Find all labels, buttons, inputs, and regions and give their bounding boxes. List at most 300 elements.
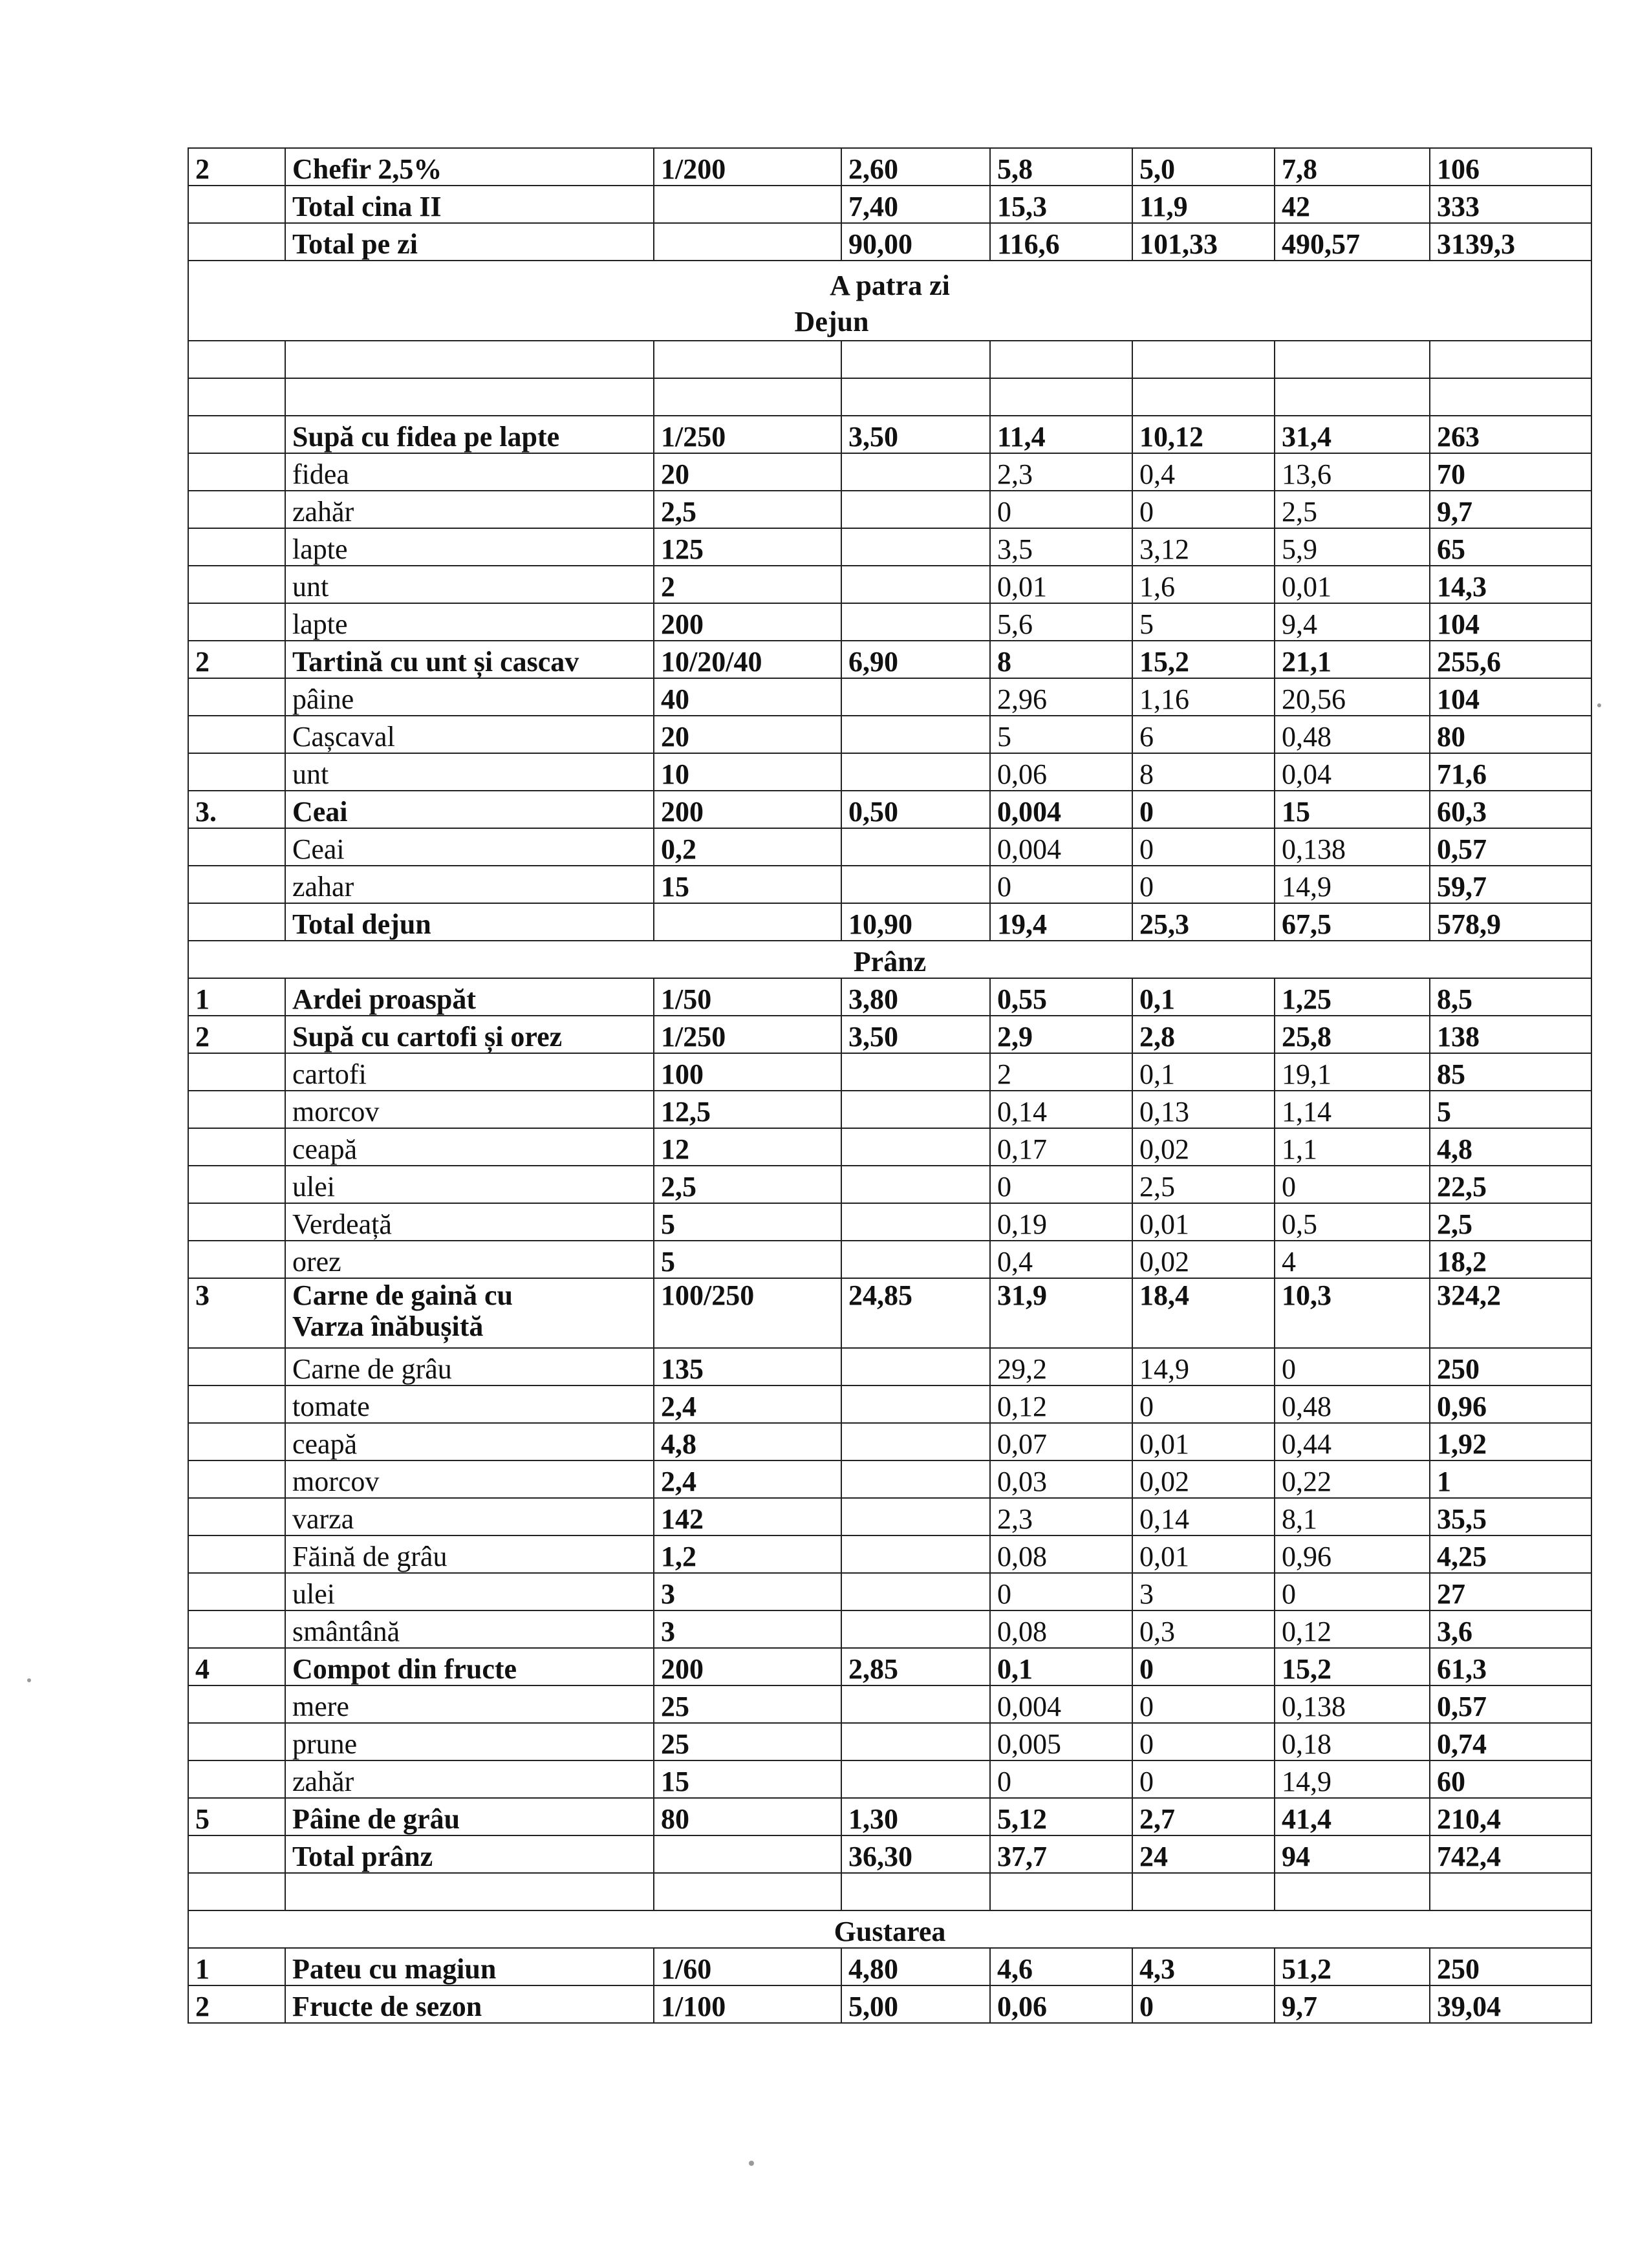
carbs-cell: 19,1 [1275, 1053, 1430, 1091]
dish-row [188, 1016, 1591, 1053]
dish-row [188, 641, 1591, 678]
row-number-cell: 2 [188, 1016, 285, 1053]
kcal-cell: 104 [1430, 603, 1591, 641]
row-number-cell [188, 1498, 285, 1535]
ingredient-row [188, 1723, 1591, 1760]
fat-cell: 0 [1132, 1685, 1275, 1723]
carbs-cell: 7,8 [1275, 148, 1430, 186]
total-row [188, 186, 1591, 223]
quantity-cell: 3 [654, 1573, 841, 1610]
carbs-cell: 0,18 [1275, 1723, 1430, 1760]
fat-cell: 0,1 [1132, 1053, 1275, 1091]
protein-cell: 5,6 [990, 603, 1132, 641]
quantity-cell [654, 903, 841, 941]
fat-cell: 0 [1132, 866, 1275, 903]
quantity-cell [654, 223, 841, 261]
carbs-cell: 94 [1275, 1835, 1430, 1873]
carbs-cell: 14,9 [1275, 1760, 1430, 1798]
meal-title: Gustarea [188, 1910, 1591, 1948]
protein-cell: 5 [990, 716, 1132, 753]
quantity-cell: 2,5 [654, 491, 841, 528]
kcal-cell: 14,3 [1430, 566, 1591, 603]
protein-cell: 2,9 [990, 1016, 1132, 1053]
carbs-cell: 0 [1275, 1348, 1430, 1385]
ingredient-row [188, 1241, 1591, 1278]
carbs-cell: 21,1 [1275, 641, 1430, 678]
carbs-cell: 0 [1275, 1166, 1430, 1203]
row-number-cell [188, 753, 285, 791]
price-cell [841, 1053, 990, 1091]
ingredient-row [188, 828, 1591, 866]
price-cell [841, 1760, 990, 1798]
fat-cell: 5,0 [1132, 148, 1275, 186]
quantity-cell: 1/60 [654, 1948, 841, 1985]
protein-cell: 11,4 [990, 416, 1132, 453]
protein-cell: 0,06 [990, 753, 1132, 791]
fat-cell: 14,9 [1132, 1348, 1275, 1385]
price-cell: 24,85 [841, 1278, 990, 1348]
ingredient-row [188, 1423, 1591, 1460]
fat-cell: 15,2 [1132, 641, 1275, 678]
carbs-cell: 0 [1275, 1573, 1430, 1610]
carbs-cell: 0,44 [1275, 1423, 1430, 1460]
row-number-cell: 4 [188, 1648, 285, 1685]
kcal-cell: 80 [1430, 716, 1591, 753]
price-cell [841, 1610, 990, 1648]
price-cell: 6,90 [841, 641, 990, 678]
kcal-cell: 9,7 [1430, 491, 1591, 528]
row-number-cell [188, 1760, 285, 1798]
protein-cell: 2 [990, 1053, 1132, 1091]
row-number-cell [188, 1573, 285, 1610]
carbs-cell: 20,56 [1275, 678, 1430, 716]
dish-name-cell: varza [285, 1498, 654, 1535]
dish-name-cell: morcov [285, 1460, 654, 1498]
ingredient-row [188, 1348, 1591, 1385]
protein-cell: 2,96 [990, 678, 1132, 716]
blank-row [188, 1873, 1591, 1910]
price-cell [841, 753, 990, 791]
protein-cell: 2,3 [990, 453, 1132, 491]
kcal-cell: 35,5 [1430, 1498, 1591, 1535]
carbs-cell: 0,01 [1275, 566, 1430, 603]
fat-cell: 18,4 [1132, 1278, 1275, 1348]
protein-cell: 0 [990, 1573, 1132, 1610]
kcal-cell: 210,4 [1430, 1798, 1591, 1835]
quantity-cell: 40 [654, 678, 841, 716]
empty-cell [990, 341, 1132, 378]
row-number-cell [188, 1610, 285, 1648]
kcal-cell: 59,7 [1430, 866, 1591, 903]
dish-row [188, 1985, 1591, 2023]
quantity-cell: 200 [654, 1648, 841, 1685]
price-cell: 3,80 [841, 978, 990, 1016]
price-cell [841, 1241, 990, 1278]
kcal-cell: 27 [1430, 1573, 1591, 1610]
price-cell [841, 1685, 990, 1723]
carbs-cell: 0,04 [1275, 753, 1430, 791]
dish-row [188, 1278, 1591, 1348]
dish-name-cell: zahăr [285, 491, 654, 528]
kcal-cell: 71,6 [1430, 753, 1591, 791]
carbs-cell: 8,1 [1275, 1498, 1430, 1535]
row-number-cell [188, 903, 285, 941]
empty-cell [654, 341, 841, 378]
ingredient-row [188, 1091, 1591, 1128]
kcal-cell: 0,74 [1430, 1723, 1591, 1760]
row-number-cell [188, 453, 285, 491]
row-number-cell [188, 866, 285, 903]
carbs-cell: 0,96 [1275, 1535, 1430, 1573]
fat-cell: 0 [1132, 1648, 1275, 1685]
fat-cell: 24 [1132, 1835, 1275, 1873]
empty-cell [188, 1873, 285, 1910]
protein-cell: 8 [990, 641, 1132, 678]
carbs-cell: 0,48 [1275, 1385, 1430, 1423]
quantity-cell: 10/20/40 [654, 641, 841, 678]
price-cell: 7,40 [841, 186, 990, 223]
carbs-cell: 2,5 [1275, 491, 1430, 528]
dish-name-cell: unt [285, 753, 654, 791]
fat-cell: 3,12 [1132, 528, 1275, 566]
dish-name-cell: Ardei proaspăt [285, 978, 654, 1016]
fat-cell: 25,3 [1132, 903, 1275, 941]
empty-cell [1275, 378, 1430, 416]
row-number-cell: 1 [188, 978, 285, 1016]
price-cell [841, 1535, 990, 1573]
quantity-cell: 1/250 [654, 416, 841, 453]
carbs-cell: 10,3 [1275, 1278, 1430, 1348]
carbs-cell: 14,9 [1275, 866, 1430, 903]
quantity-cell: 3 [654, 1610, 841, 1648]
row-number-cell [188, 1053, 285, 1091]
dish-row [188, 1798, 1591, 1835]
price-cell [841, 1573, 990, 1610]
ingredient-row [188, 491, 1591, 528]
quantity-cell: 5 [654, 1203, 841, 1241]
row-number-cell [188, 1835, 285, 1873]
protein-cell: 0,06 [990, 1985, 1132, 2023]
price-cell [841, 1460, 990, 1498]
price-cell [841, 716, 990, 753]
protein-cell: 5,8 [990, 148, 1132, 186]
meal-heading-row [188, 941, 1591, 978]
quantity-cell: 200 [654, 603, 841, 641]
row-number-cell [188, 186, 285, 223]
carbs-cell: 42 [1275, 186, 1430, 223]
dish-row [188, 978, 1591, 1016]
dish-name-cell: tomate [285, 1385, 654, 1423]
quantity-cell: 1/200 [654, 148, 841, 186]
dish-name-cell: morcov [285, 1091, 654, 1128]
carbs-cell: 31,4 [1275, 416, 1430, 453]
day-heading-row [188, 261, 1591, 341]
dish-name-line: Varza înăbușită [292, 1311, 484, 1342]
price-cell [841, 491, 990, 528]
protein-cell: 0,14 [990, 1091, 1132, 1128]
empty-cell [285, 341, 654, 378]
fat-cell: 0 [1132, 1723, 1275, 1760]
row-number-cell [188, 1128, 285, 1166]
price-cell [841, 866, 990, 903]
ingredient-row [188, 1203, 1591, 1241]
kcal-cell: 250 [1430, 1348, 1591, 1385]
price-cell: 0,50 [841, 791, 990, 828]
protein-cell: 0,08 [990, 1535, 1132, 1573]
protein-cell: 0 [990, 1166, 1132, 1203]
quantity-cell: 15 [654, 866, 841, 903]
carbs-cell: 1,14 [1275, 1091, 1430, 1128]
dish-name-cell: Compot din fructe [285, 1648, 654, 1685]
protein-cell: 0,55 [990, 978, 1132, 1016]
kcal-cell: 255,6 [1430, 641, 1591, 678]
dish-name-cell: Tartină cu unt și cascav [285, 641, 654, 678]
kcal-cell: 0,57 [1430, 828, 1591, 866]
row-number-cell [188, 1460, 285, 1498]
dish-name-cell: Ceai [285, 791, 654, 828]
quantity-cell: 200 [654, 791, 841, 828]
dish-name-cell: Chefir 2,5% [285, 148, 654, 186]
dish-name-cell: Total pe zi [285, 223, 654, 261]
kcal-cell: 60 [1430, 1760, 1591, 1798]
price-cell [841, 453, 990, 491]
price-cell [841, 828, 990, 866]
blank-row [188, 378, 1591, 416]
row-number-cell [188, 1241, 285, 1278]
meal-title: Dejun [794, 306, 869, 337]
quantity-cell: 5 [654, 1241, 841, 1278]
quantity-cell: 100/250 [654, 1278, 841, 1348]
quantity-cell: 4,8 [654, 1423, 841, 1460]
quantity-cell: 15 [654, 1760, 841, 1798]
total-row [188, 903, 1591, 941]
dish-row [188, 1948, 1591, 1985]
carbs-cell: 5,9 [1275, 528, 1430, 566]
carbs-cell: 0,138 [1275, 1685, 1430, 1723]
fat-cell: 0 [1132, 1760, 1275, 1798]
price-cell: 1,30 [841, 1798, 990, 1835]
price-cell: 3,50 [841, 416, 990, 453]
fat-cell: 0,01 [1132, 1423, 1275, 1460]
dish-name-cell: lapte [285, 603, 654, 641]
protein-cell: 0,1 [990, 1648, 1132, 1685]
ingredient-row [188, 528, 1591, 566]
price-cell: 10,90 [841, 903, 990, 941]
price-cell [841, 1498, 990, 1535]
quantity-cell: 1/250 [654, 1016, 841, 1053]
dish-name-cell: orez [285, 1241, 654, 1278]
scan-speck [27, 1678, 31, 1682]
protein-cell: 0,004 [990, 828, 1132, 866]
dish-row [188, 148, 1591, 186]
kcal-cell: 4,25 [1430, 1535, 1591, 1573]
nutrition-table [188, 147, 1592, 2024]
scan-speck [749, 2161, 754, 2166]
quantity-cell: 2 [654, 566, 841, 603]
ingredient-row [188, 1760, 1591, 1798]
day-title: A patra zi [830, 270, 950, 301]
dish-name-cell: unt [285, 566, 654, 603]
price-cell: 4,80 [841, 1948, 990, 1985]
row-number-cell [188, 603, 285, 641]
carbs-cell: 4 [1275, 1241, 1430, 1278]
price-cell: 2,60 [841, 148, 990, 186]
kcal-cell: 106 [1430, 148, 1591, 186]
kcal-cell: 104 [1430, 678, 1591, 716]
protein-cell: 116,6 [990, 223, 1132, 261]
dish-name-cell: Verdeață [285, 1203, 654, 1241]
protein-cell: 0,4 [990, 1241, 1132, 1278]
protein-cell: 4,6 [990, 1948, 1132, 1985]
protein-cell: 0,08 [990, 1610, 1132, 1648]
kcal-cell: 578,9 [1430, 903, 1591, 941]
empty-cell [1430, 1873, 1591, 1910]
quantity-cell: 2,5 [654, 1166, 841, 1203]
quantity-cell: 12,5 [654, 1091, 841, 1128]
row-number-cell: 2 [188, 1985, 285, 2023]
ingredient-row [188, 1166, 1591, 1203]
quantity-cell: 12 [654, 1128, 841, 1166]
price-cell [841, 528, 990, 566]
carbs-cell: 0,12 [1275, 1610, 1430, 1648]
dish-name-cell: Carne de grâu [285, 1348, 654, 1385]
kcal-cell: 39,04 [1430, 1985, 1591, 2023]
kcal-cell: 3139,3 [1430, 223, 1591, 261]
price-cell: 2,85 [841, 1648, 990, 1685]
quantity-cell [654, 1835, 841, 1873]
empty-cell [841, 341, 990, 378]
quantity-cell: 100 [654, 1053, 841, 1091]
dish-name-cell: prune [285, 1723, 654, 1760]
row-number-cell [188, 678, 285, 716]
empty-cell [1132, 341, 1275, 378]
price-cell [841, 603, 990, 641]
dish-name-line: Carne de gaină cu [292, 1279, 513, 1311]
quantity-cell: 1/50 [654, 978, 841, 1016]
kcal-cell: 61,3 [1430, 1648, 1591, 1685]
protein-cell: 0,19 [990, 1203, 1132, 1241]
row-number-cell [188, 528, 285, 566]
empty-cell [654, 378, 841, 416]
carbs-cell: 0,5 [1275, 1203, 1430, 1241]
row-number-cell [188, 716, 285, 753]
fat-cell: 0 [1132, 791, 1275, 828]
price-cell: 5,00 [841, 1985, 990, 2023]
dish-name-cell: zahăr [285, 1760, 654, 1798]
dish-name-cell: Total dejun [285, 903, 654, 941]
carbs-cell: 1,25 [1275, 978, 1430, 1016]
kcal-cell: 4,8 [1430, 1128, 1591, 1166]
empty-cell [990, 378, 1132, 416]
ingredient-row [188, 1610, 1591, 1648]
carbs-cell: 41,4 [1275, 1798, 1430, 1835]
protein-cell: 0,005 [990, 1723, 1132, 1760]
kcal-cell: 324,2 [1430, 1278, 1591, 1348]
carbs-cell: 15 [1275, 791, 1430, 828]
kcal-cell: 250 [1430, 1948, 1591, 1985]
fat-cell: 1,6 [1132, 566, 1275, 603]
carbs-cell: 0,138 [1275, 828, 1430, 866]
row-number-cell: 3 [188, 1278, 285, 1348]
carbs-cell: 9,7 [1275, 1985, 1430, 2023]
carbs-cell: 0,22 [1275, 1460, 1430, 1498]
meal-title: Prânz [188, 941, 1591, 978]
price-cell: 3,50 [841, 1016, 990, 1053]
quantity-cell: 20 [654, 716, 841, 753]
row-number-cell [188, 1348, 285, 1385]
empty-cell [841, 1873, 990, 1910]
ingredient-row [188, 753, 1591, 791]
protein-cell: 0 [990, 1760, 1132, 1798]
kcal-cell: 1 [1430, 1460, 1591, 1498]
empty-cell [1132, 378, 1275, 416]
fat-cell: 2,5 [1132, 1166, 1275, 1203]
quantity-cell: 25 [654, 1723, 841, 1760]
empty-cell [285, 1873, 654, 1910]
kcal-cell: 2,5 [1430, 1203, 1591, 1241]
kcal-cell: 5 [1430, 1091, 1591, 1128]
row-number-cell [188, 566, 285, 603]
price-cell [841, 1128, 990, 1166]
row-number-cell [188, 1166, 285, 1203]
kcal-cell: 3,6 [1430, 1610, 1591, 1648]
quantity-cell: 0,2 [654, 828, 841, 866]
carbs-cell: 490,57 [1275, 223, 1430, 261]
carbs-cell: 9,4 [1275, 603, 1430, 641]
protein-cell: 0,17 [990, 1128, 1132, 1166]
ingredient-row [188, 1685, 1591, 1723]
row-number-cell [188, 491, 285, 528]
ingredient-row [188, 716, 1591, 753]
ingredient-row [188, 566, 1591, 603]
empty-cell [841, 378, 990, 416]
quantity-cell: 125 [654, 528, 841, 566]
price-cell [841, 1723, 990, 1760]
kcal-cell: 85 [1430, 1053, 1591, 1091]
heading-cell [188, 261, 1591, 341]
protein-cell: 0,07 [990, 1423, 1132, 1460]
dish-row [188, 791, 1591, 828]
price-cell [841, 1348, 990, 1385]
row-number-cell [188, 828, 285, 866]
kcal-cell: 65 [1430, 528, 1591, 566]
protein-cell: 19,4 [990, 903, 1132, 941]
scan-speck [1597, 703, 1601, 707]
carbs-cell: 67,5 [1275, 903, 1430, 941]
kcal-cell: 70 [1430, 453, 1591, 491]
kcal-cell: 333 [1430, 186, 1591, 223]
total-row [188, 223, 1591, 261]
fat-cell: 0,13 [1132, 1091, 1275, 1128]
dish-name-cell: ceapă [285, 1423, 654, 1460]
price-cell [841, 1166, 990, 1203]
row-number-cell [188, 1385, 285, 1423]
dish-name-cell: ceapă [285, 1128, 654, 1166]
fat-cell: 1,16 [1132, 678, 1275, 716]
ingredient-row [188, 1128, 1591, 1166]
row-number-cell [188, 1723, 285, 1760]
row-number-cell [188, 1423, 285, 1460]
row-number-cell: 5 [188, 1798, 285, 1835]
dish-name-cell: Total cina II [285, 186, 654, 223]
dish-name-cell: ulei [285, 1166, 654, 1203]
fat-cell: 0,02 [1132, 1128, 1275, 1166]
fat-cell: 0,4 [1132, 453, 1275, 491]
protein-cell: 0,01 [990, 566, 1132, 603]
empty-cell [1275, 1873, 1430, 1910]
kcal-cell: 742,4 [1430, 1835, 1591, 1873]
quantity-cell [654, 186, 841, 223]
